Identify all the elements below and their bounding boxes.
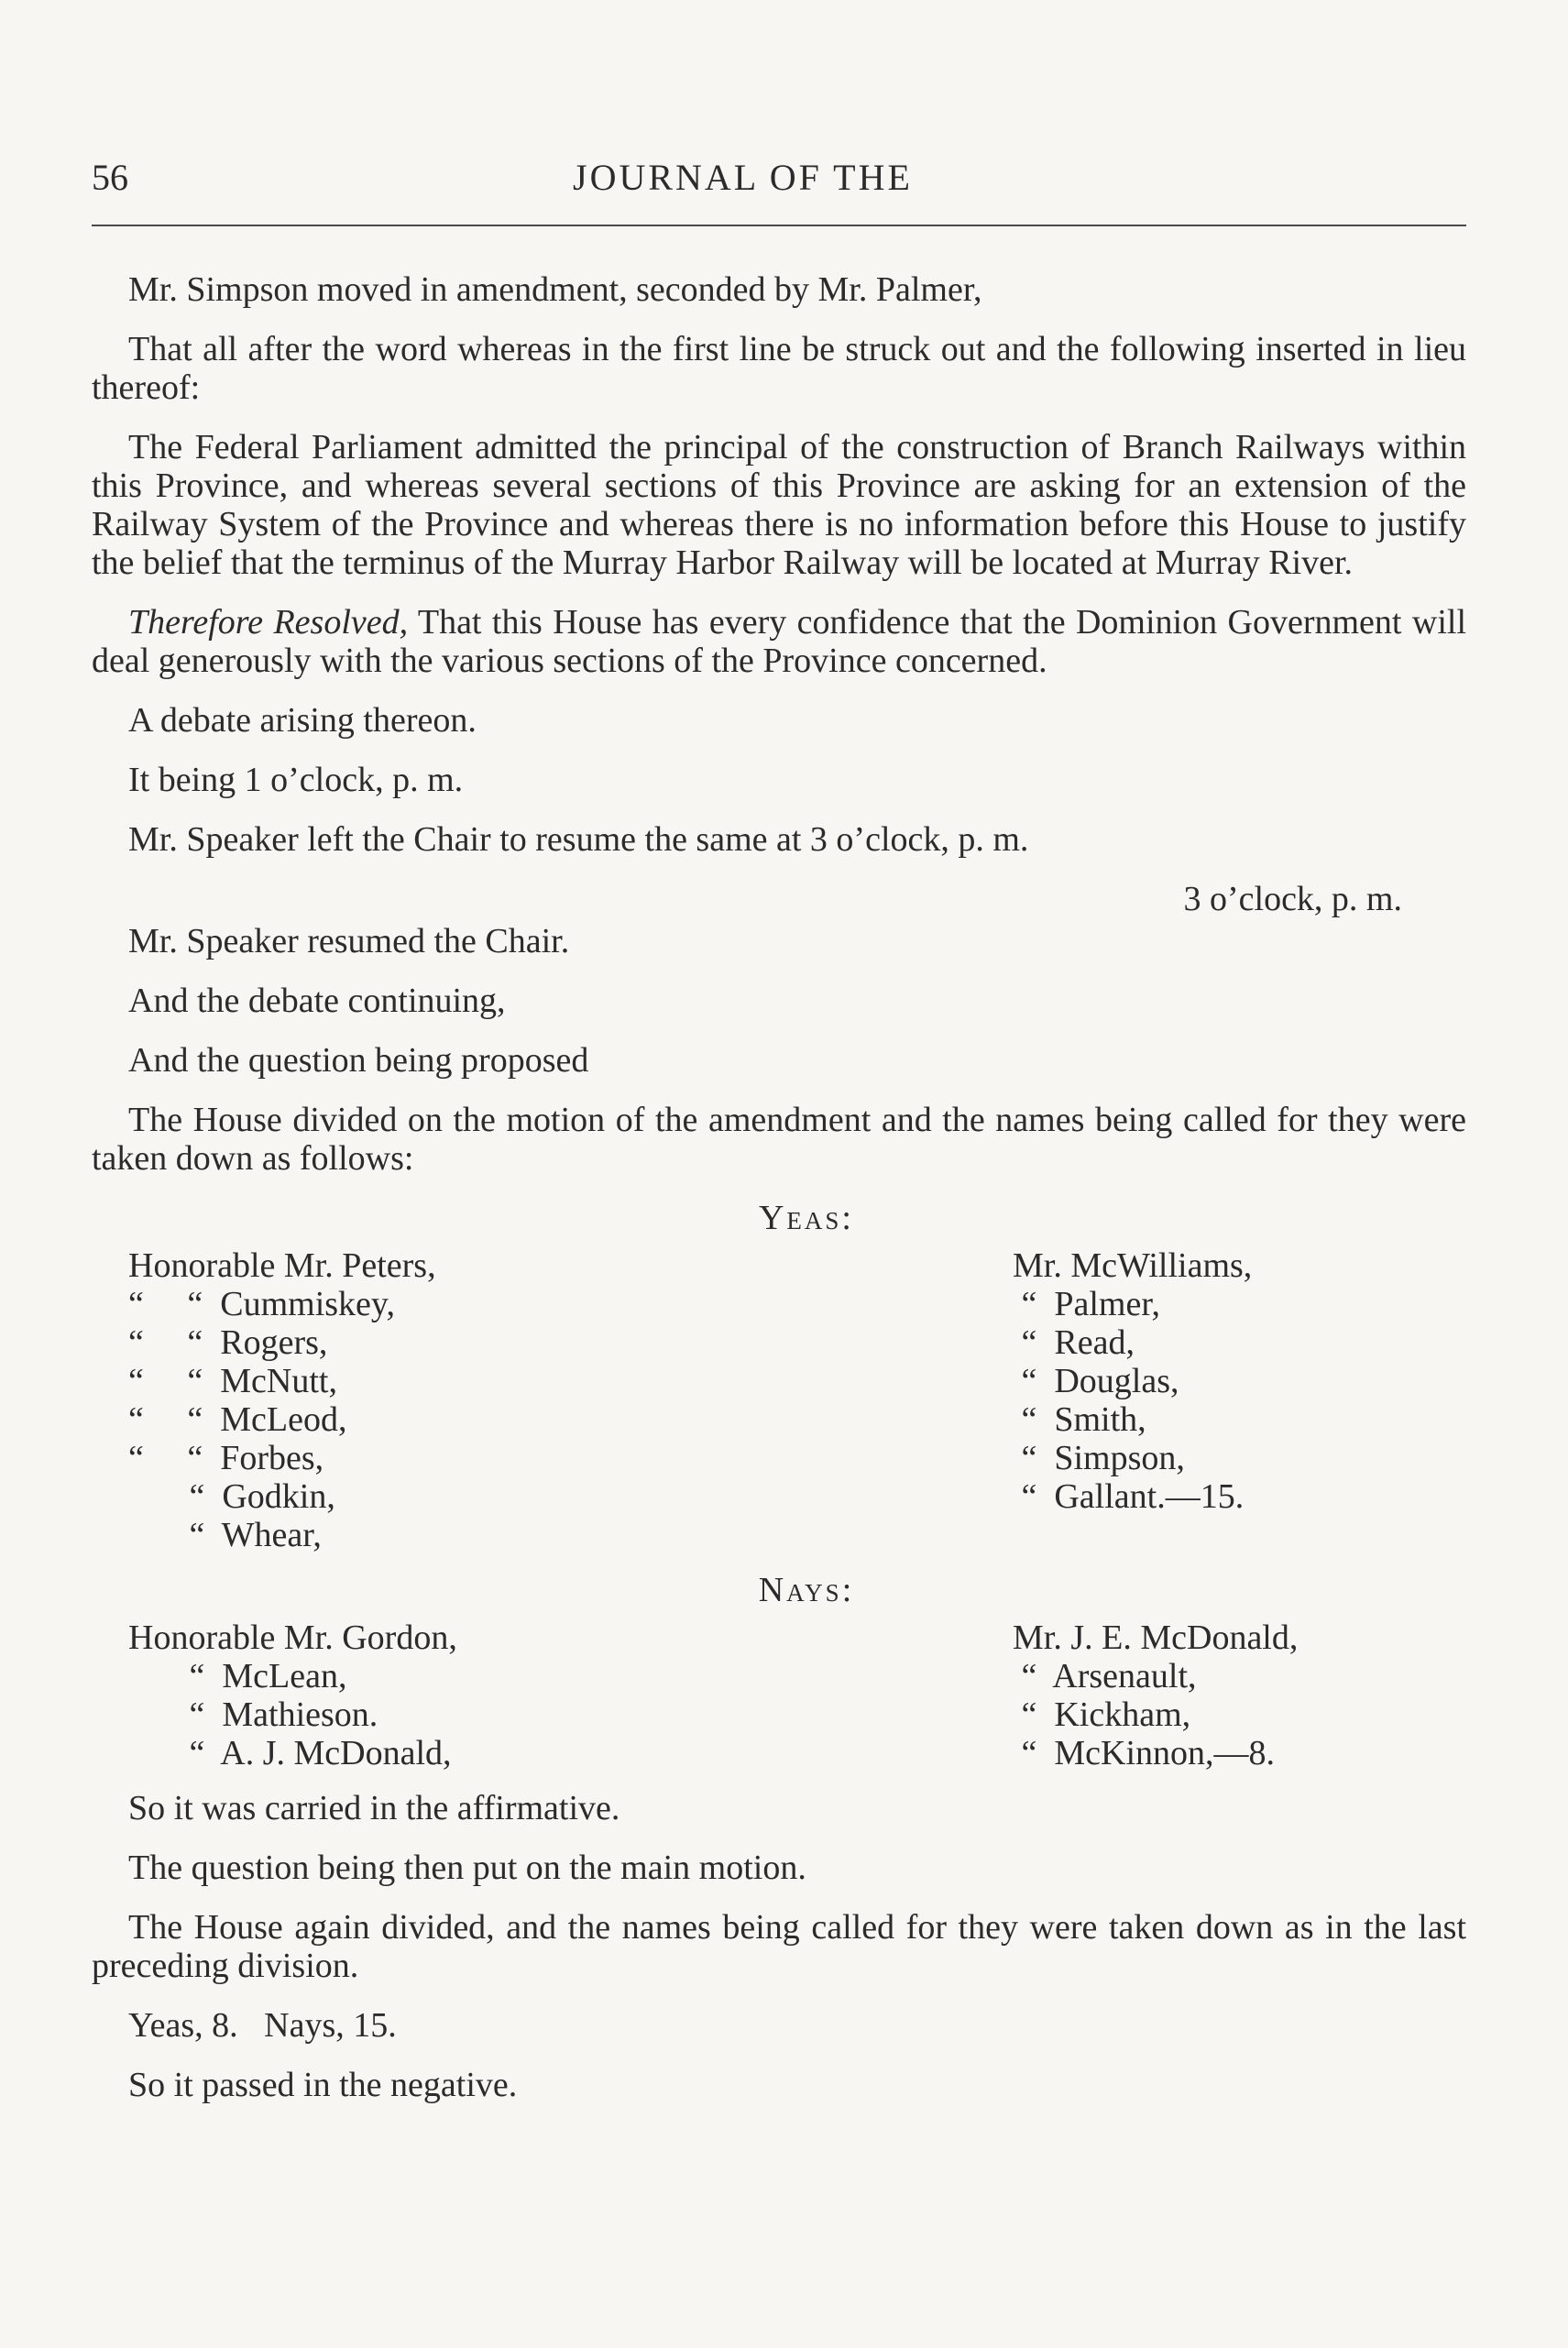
yeas-right-column: [1013, 1246, 1252, 1516]
paragraph-motion: Mr. Simpson moved in amendment, seconded by Mr. Palmer,: [128, 270, 982, 309]
yeas-name: Honorable Mr. Peters,: [128, 1246, 436, 1285]
nays-list: [92, 1618, 1466, 1772]
yeas-name: “ “ McLeod,: [128, 1400, 347, 1439]
paragraph-question-proposed: And the question being proposed: [128, 1041, 589, 1080]
nays-name: Mr. J. E. McDonald,: [1013, 1618, 1299, 1657]
paragraph-house-divided: The House divided on the motion of the amendment and the names being called for they were taken down as follows:: [92, 1101, 1466, 1178]
header-rule: [92, 225, 1466, 226]
yeas-name: “ Whear,: [128, 1516, 322, 1554]
paragraph-negative: So it passed in the negative.: [128, 2066, 518, 2104]
paragraph-one-oclock: It being 1 o’clock, p. m.: [128, 761, 464, 799]
nays-name: “ Kickham,: [1013, 1695, 1191, 1734]
nays-name: “ Arsenault,: [1013, 1657, 1197, 1695]
yeas-name: Mr. McWilliams,: [1013, 1246, 1253, 1285]
yeas-name: “ Read,: [1013, 1323, 1135, 1362]
nays-name: “ McLean,: [128, 1657, 347, 1695]
paragraph-again-divided: The House again divided, and the names being called for they were taken down as in the last preceding division.: [92, 1908, 1466, 1985]
yeas-name: “ “ McNutt,: [128, 1362, 337, 1400]
nays-name: “ McKinnon,—8.: [1013, 1734, 1276, 1772]
nays-name: “ Mathieson.: [128, 1695, 378, 1734]
page-number: 56: [92, 157, 128, 198]
nays-name: “ A. J. McDonald,: [128, 1734, 452, 1772]
vote-tally: Yeas, 8. Nays, 15.: [128, 2006, 397, 2045]
nays-left-column: [128, 1618, 457, 1772]
yeas-name: “ “ Forbes,: [128, 1439, 324, 1477]
yeas-name: “ Smith,: [1013, 1400, 1146, 1439]
resolved-italic: Therefore Resolved,: [128, 603, 409, 642]
nays-heading: Nays:: [758, 1571, 855, 1609]
body-text: [92, 270, 1466, 2125]
paragraph-speaker-left: Mr. Speaker left the Chair to resume the same at 3 o’clock, p. m.: [128, 820, 1029, 859]
running-head: JOURNAL OF THE: [573, 157, 913, 198]
yeas-list: [92, 1246, 1466, 1554]
time-marker: 3 o’clock, p. m.: [1183, 880, 1402, 918]
yeas-name: “ Palmer,: [1013, 1285, 1160, 1323]
paragraph-whereas: The Federal Parliament admitted the principal of the construction of Branch Railways within this Province, and whereas several sections of this Province are asking for an extension of the Railway System of the Province and whereas there is no information before this House to justify the belief that the terminus of the Murray Harbor Railway will be located at Murray River.: [92, 428, 1466, 582]
nays-name: Honorable Mr. Gordon,: [128, 1618, 457, 1657]
paragraph-debate: A debate arising thereon.: [128, 701, 477, 740]
page-header: [92, 156, 1466, 211]
nays-right-column: [1013, 1618, 1298, 1772]
yeas-name: “ Godkin,: [128, 1477, 335, 1516]
paragraph-carried: So it was carried in the affirmative.: [128, 1789, 620, 1827]
yeas-name: “ Douglas,: [1013, 1362, 1179, 1400]
yeas-name: “ Gallant.—15.: [1013, 1477, 1245, 1516]
yeas-name: “ “ Rogers,: [128, 1323, 328, 1362]
paragraph-speaker-resumed: Mr. Speaker resumed the Chair.: [128, 922, 570, 960]
paragraph-amendment: That all after the word whereas in the first line be struck out and the following inserted in lieu thereof:: [92, 330, 1466, 407]
yeas-name: “ “ Cummiskey,: [128, 1285, 395, 1323]
paragraph-resolved: [92, 603, 1466, 680]
paragraph-debate-continuing: And the debate continuing,: [128, 982, 506, 1020]
resolved-text: That this House has every confidence that the Dominion Government will deal generously with the various sections of the Province concerned.: [92, 603, 1466, 680]
paragraph-main-motion: The question being then put on the main motion.: [128, 1849, 806, 1887]
yeas-heading: Yeas:: [758, 1199, 854, 1237]
yeas-name: “ Simpson,: [1013, 1439, 1185, 1477]
yeas-left-column: [128, 1246, 436, 1554]
